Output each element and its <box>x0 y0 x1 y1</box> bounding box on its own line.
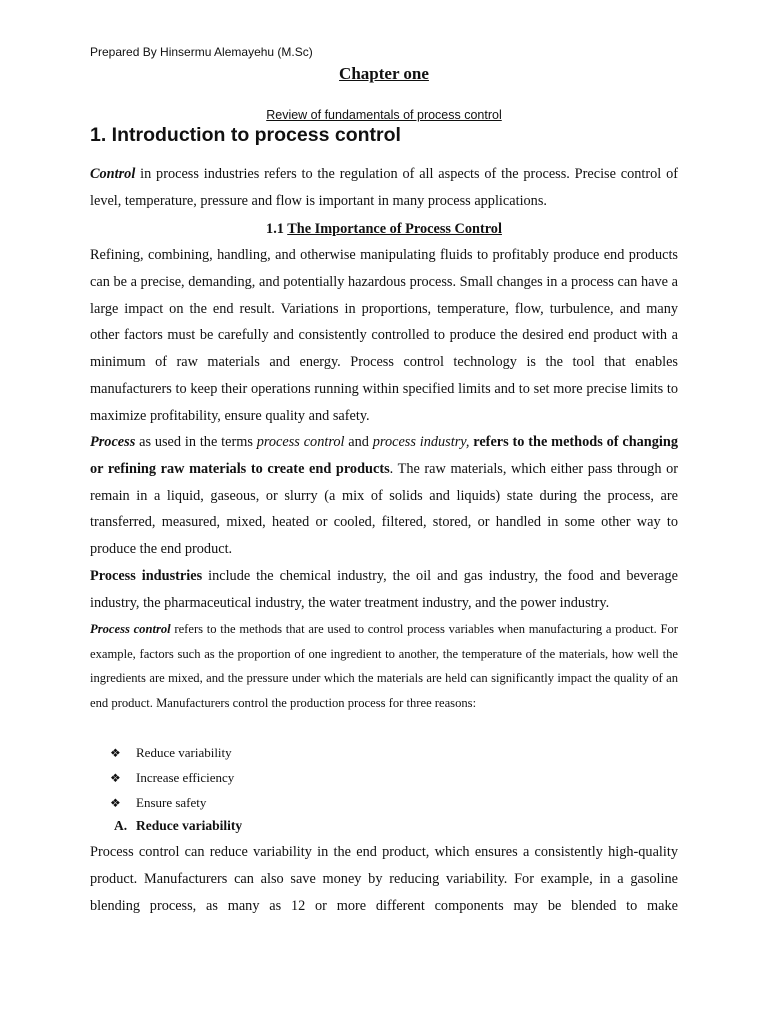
document-subtitle: Review of fundamentals of process control <box>266 108 502 122</box>
document-page <box>90 0 678 1024</box>
process-industry-italic: process industry, <box>372 434 470 450</box>
process-text-2: and <box>344 434 373 450</box>
section-heading-introduction: 1. Introduction to process control <box>90 124 401 146</box>
process-industries-paragraph <box>90 563 678 617</box>
process-term: Process <box>90 434 136 450</box>
variability-paragraph: Process control can reduce variability in the end product, which ensures a consistently high-quality product. Manufacturers can also save money by reducing variability. For example, in a gasoline blending process, as many as 12 or more different components may be blended to make <box>90 844 678 914</box>
list-item-text: Reduce variability <box>136 744 232 760</box>
list-item-text: Increase efficiency <box>136 769 235 785</box>
process-control-text: refers to the methods that are used to control process variables when manufacturing a product. For example, factors such as the proportion of one ingredient to another, the temperature of the materials, how well the ingredients are mixed, and the pressure under which the materials are held can significantly impact the quality of an end product. Manufacturers control the production process for three reasons: <box>90 622 678 710</box>
importance-paragraph: Refining, combining, handling, and otherwise manipulating fluids to profitably produce end products can be a precise, demanding, and potentially hazardous process. Small changes in a process can have a large impact on the end result. Variations in proportions, temperature, flow, turbulence, and many other factors must be carefully and consistently controlled to produce the desired end product with a minimum of raw materials and energy. Process control technology is the tool that enables manufacturers to keep their operations running within specified limits and to set more precise limits to maximize profitability, ensure quality and safety. <box>90 247 678 424</box>
intro-text: in process industries refers to the regulation of all aspects of the process. Precise control of level, temperature, pressure and flow is important in many process applications. <box>90 166 678 209</box>
author-header: Prepared By Hinsermu Alemayehu (M.Sc) <box>90 45 313 59</box>
process-control-paragraph <box>90 617 678 715</box>
subsection-heading-reduce-variability <box>114 816 242 836</box>
diamond-bullet-icon: ❖ <box>110 745 121 760</box>
process-control-term: Process control <box>90 622 171 636</box>
process-industries-text: include the chemical industry, the oil and gas industry, the food and beverage industry, the pharmaceutical industry, the water treatment industry, and the power industry. <box>90 568 678 611</box>
list-item <box>110 765 234 790</box>
list-item <box>110 740 234 765</box>
process-text-1: as used in the terms <box>135 434 257 450</box>
section-title: The Importance of Process Control <box>287 221 502 237</box>
intro-paragraph <box>90 161 678 215</box>
reasons-list <box>110 740 234 815</box>
section-heading-importance <box>90 219 678 239</box>
process-bold-definition: refers to the methods of changing or refining raw materials to create end products <box>90 434 678 477</box>
list-item-text: Ensure safety <box>136 794 207 810</box>
diamond-bullet-icon: ❖ <box>110 770 121 785</box>
process-control-italic: process control <box>256 434 345 450</box>
process-definition-paragraph <box>90 429 678 563</box>
process-industries-term: Process industries <box>90 568 203 584</box>
process-text-rest: . The raw materials, which either pass through or remain in a liquid, gaseous, or slurry (a mix of solids and liquids) state during the process, are transferred, measured, mixed, heated or cooled, filtered, stored, or handled in some other way to produce the end product. <box>90 460 678 558</box>
intro-term: Control <box>90 166 136 182</box>
section-number: 1.1 <box>266 221 288 237</box>
list-item <box>110 790 234 815</box>
subsection-number: A. <box>114 818 128 833</box>
chapter-title: Chapter one <box>339 64 429 83</box>
diamond-bullet-icon: ❖ <box>110 795 121 810</box>
subsection-title: Reduce variability <box>136 818 243 833</box>
